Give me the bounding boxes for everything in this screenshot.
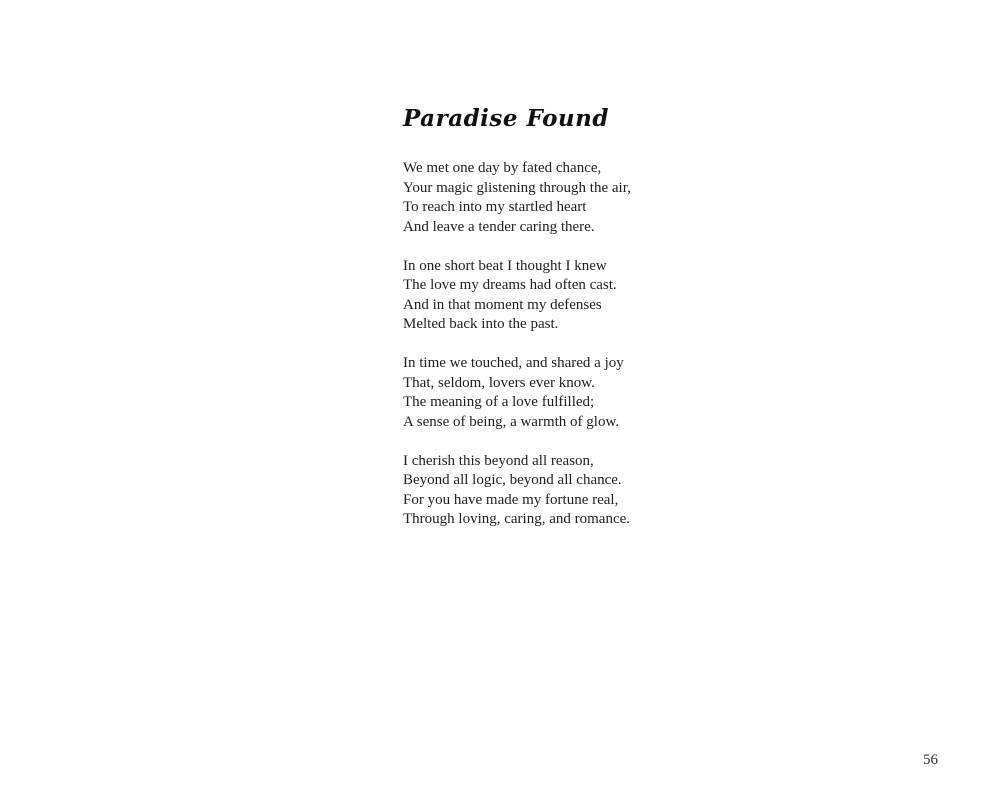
poem-line: That, seldom, lovers ever know. (403, 374, 595, 391)
poem-line: The meaning of a love fulfilled; (403, 394, 595, 410)
poem-title: Paradise Found (403, 105, 609, 132)
stanza-4 (403, 452, 823, 530)
poem-line: In one short beat I thought I knew (403, 257, 607, 274)
poem-line: Your magic glistening through the air, (403, 179, 631, 196)
poem-line: The love my dreams had often cast. (403, 277, 617, 293)
poem-line: I cherish this beyond all reason, (403, 452, 594, 469)
poem-line: To reach into my startled heart (403, 199, 587, 215)
poem-line: And in that moment my defenses (403, 296, 602, 313)
poem-line: And leave a tender caring there. (403, 218, 595, 235)
stanza-2 (403, 257, 823, 335)
stanza-3 (403, 354, 823, 432)
stanza-1 (403, 159, 823, 237)
poem-line: A sense of being, a warmth of glow. (403, 413, 620, 430)
poem-line: In time we touched, and shared a joy (403, 355, 624, 371)
page-number: 56 (923, 752, 938, 768)
poem-line: Melted back into the past. (403, 316, 559, 332)
poem-line: We met one day by fated chance, (403, 160, 602, 176)
poem-line: Through loving, caring, and romance. (403, 511, 631, 527)
poem-body (403, 159, 823, 549)
poem-line: For you have made my fortune real, (403, 491, 619, 508)
poem-line: Beyond all logic, beyond all chance. (403, 472, 622, 488)
